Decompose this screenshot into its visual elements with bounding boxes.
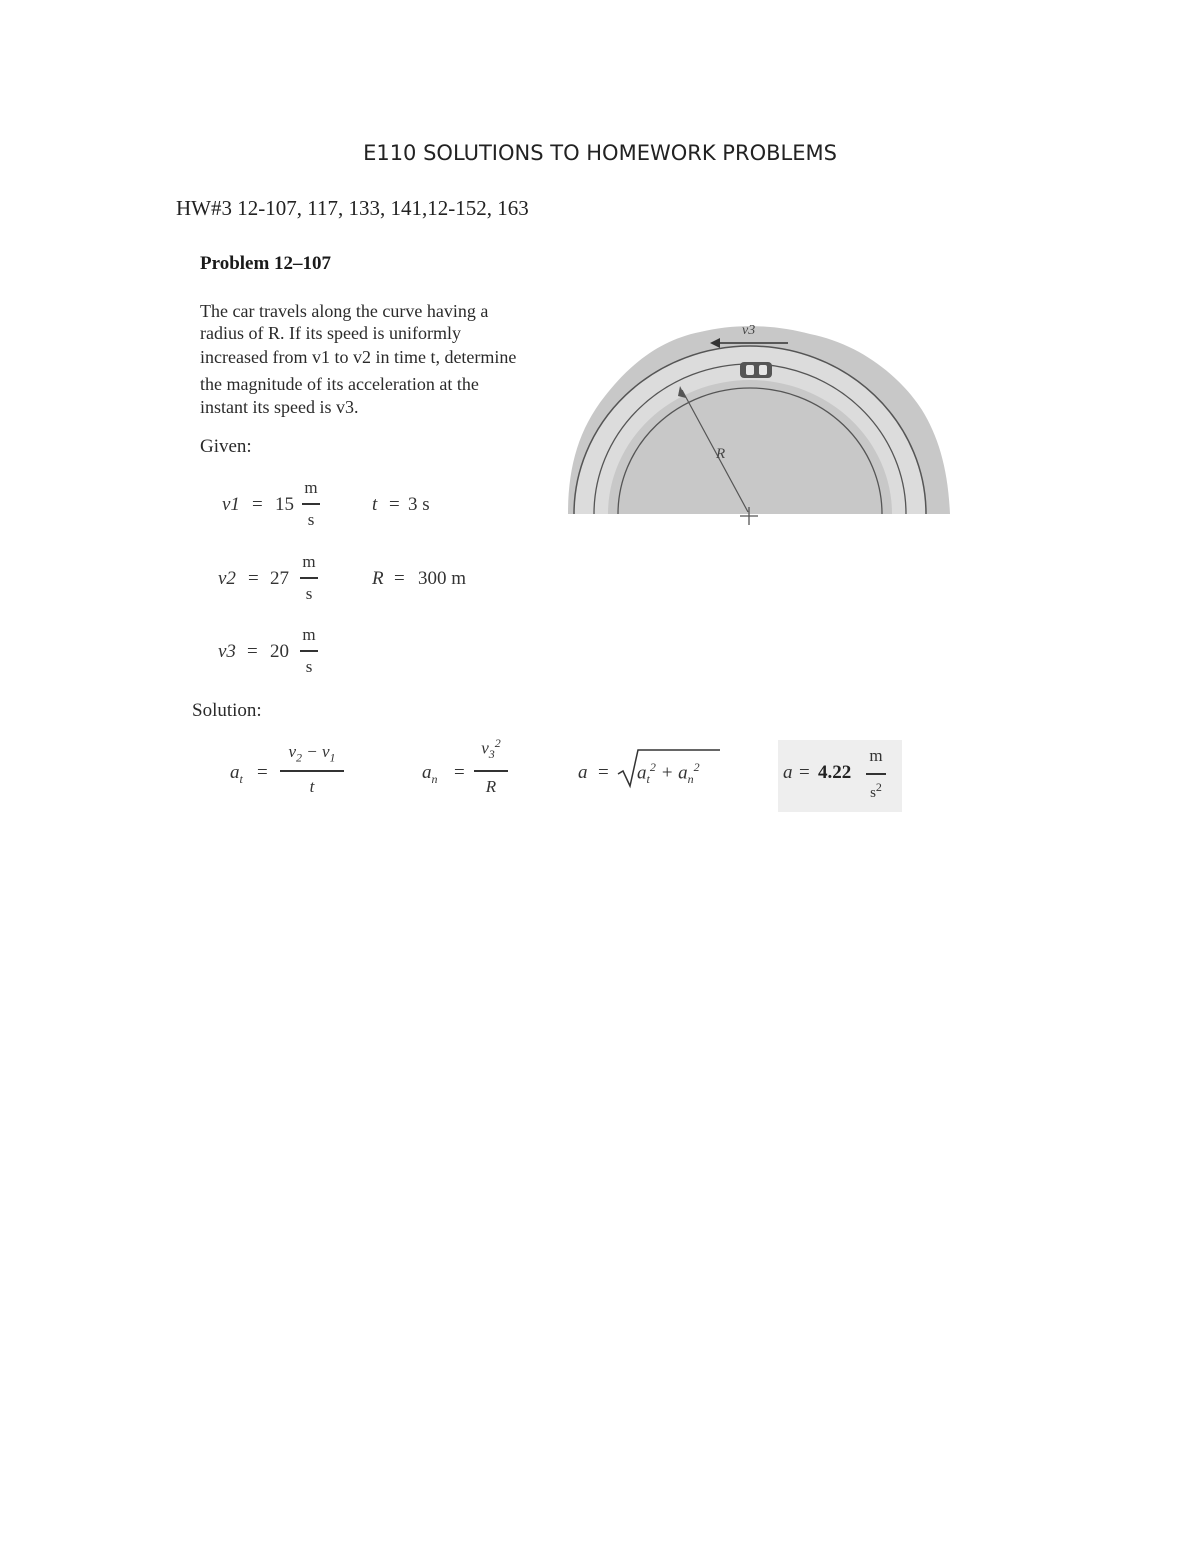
eq-at-equals: = [257,762,268,783]
eq-a-radicand: $a_t^2 + a_n^2$ [637,760,700,787]
eq-at-numerator: $v_2 - v_1$ [288,742,336,765]
given-label: Given: [200,436,252,457]
eq-an-equals: = [454,762,465,783]
statement-line-5: instant its speed is v3. [200,397,359,417]
eq-an-denominator: R [485,777,497,796]
given-v2-symbol: v2 [218,568,236,589]
given-t-symbol: t [372,494,378,515]
statement-line-2: radius of R. If its speed is uniformly [200,323,461,343]
given-v3-equals: = [247,641,258,662]
given-R-equals: = [394,568,405,589]
eq-an-numerator: $v_3^2$ [481,736,501,762]
given-v1-unit-bar [302,503,320,505]
given-v2-unit-num: m [302,552,316,571]
answer-lhs: a [783,762,793,783]
homework-list: HW#3 12-107, 117, 133, 141,12-152, 163 [176,196,529,220]
radius-label: R [716,446,726,462]
eq-an-bar [474,770,508,772]
given-R-value: 300 m [418,568,467,589]
car-icon [740,362,772,378]
eq-at-lhs: $a_t$ [230,762,243,786]
given-v1-unit-num: m [304,478,318,497]
given-v2-value: 27 [270,568,289,589]
given-v1-unit-den: s [307,510,315,529]
given-v3-value: 20 [270,641,289,662]
given-v1-symbol: v1 [222,494,240,515]
problem-heading: Problem 12–107 [200,253,332,274]
eq-a-equals: = [598,762,609,783]
given-v3-unit-num: m [302,625,316,644]
given-v3-unit-bar [300,650,318,652]
statement-line-4: the magnitude of its acceleration at the [200,374,479,394]
answer-unit-bar [866,773,886,775]
answer-unit-den-base: s [870,785,876,801]
given-v2-unit-den: s [305,584,313,603]
given-t-value: 3 s [408,494,430,515]
eq-an-lhs: $a_n$ [422,762,438,786]
eq-at-bar [280,770,344,772]
answer-value: 4.22 [818,762,852,783]
document-title: E110 SOLUTIONS TO HOMEWORK PROBLEMS [363,141,837,165]
given-v3-symbol: v3 [218,641,236,662]
statement-line-1: The car travels along the curve having a [200,301,489,321]
given-v2-equals: = [248,568,259,589]
curve-figure [560,318,955,528]
statement-line-3: increased from v1 to v2 in time t, determine [200,347,517,367]
given-v2-unit-bar [300,577,318,579]
answer-unit-num: m [869,746,883,765]
given-v1-value: 15 [275,494,294,515]
given-t-equals: = [389,494,400,515]
given-v1-equals: = [252,494,263,515]
eq-a-lhs: a [578,762,588,783]
given-v3-unit-den: s [305,657,313,676]
answer-equals: = [799,762,810,783]
velocity-label: v3 [742,323,756,338]
answer-unit-den [862,780,890,802]
given-R-symbol: R [372,568,384,589]
answer-unit-exponent: 2 [875,780,882,794]
eq-at-denominator: t [309,777,315,796]
solution-label: Solution: [192,700,262,721]
